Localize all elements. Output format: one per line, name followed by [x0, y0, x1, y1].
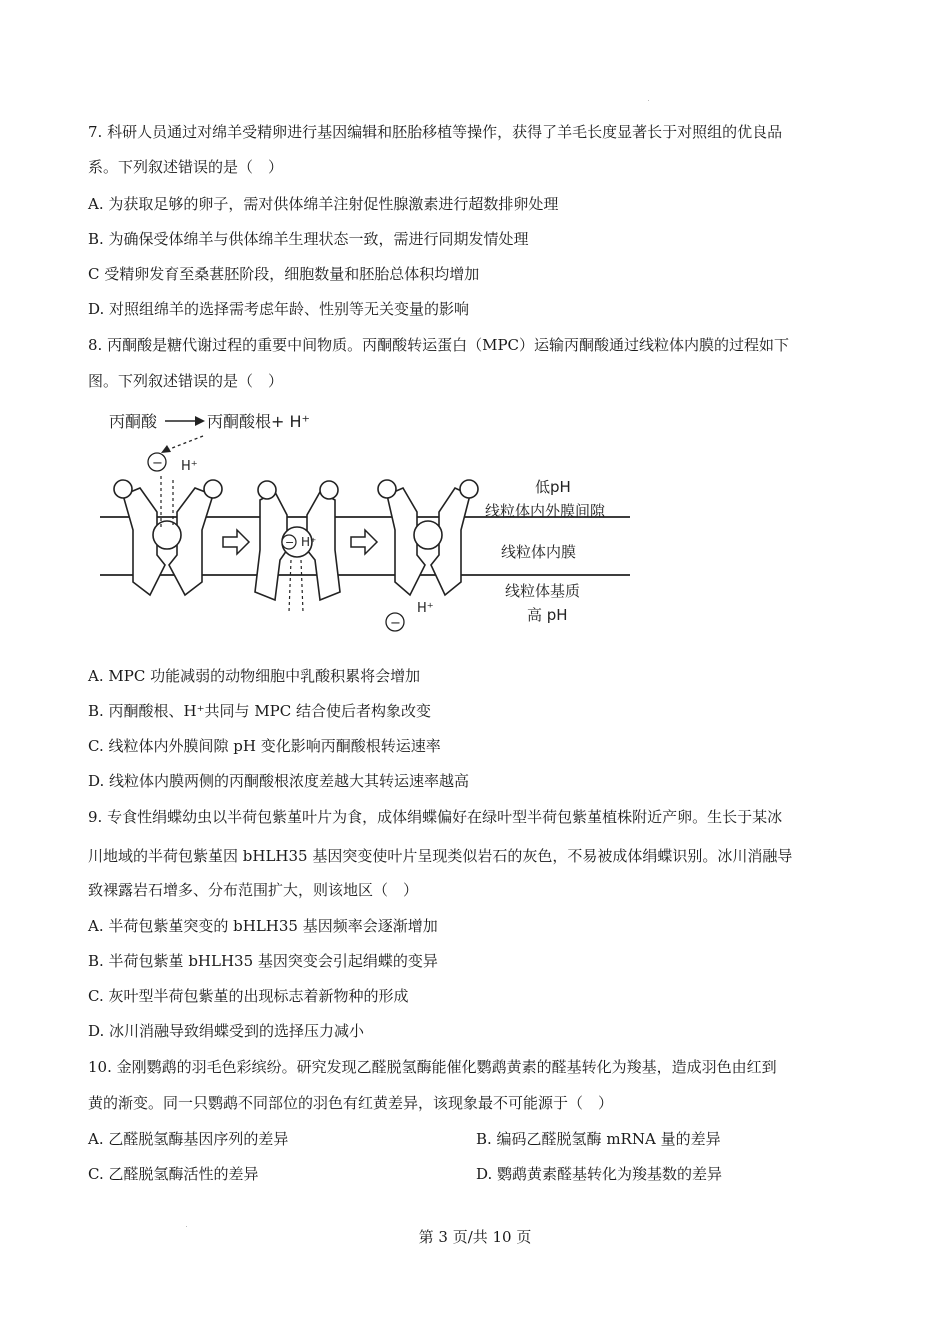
- q9-option-a: A. 半荷包紫堇突变的 bHLH35 基因频率会逐渐增加: [88, 917, 438, 935]
- q7-stem-line1: 7. 科研人员通过对绵羊受精卵进行基因编辑和胚胎移植等操作，获得了羊毛长度显著长于对照组的优良品: [88, 123, 783, 141]
- arrow-head-icon: [161, 445, 171, 453]
- speck: [648, 100, 649, 101]
- q8-stem-line2: 图。下列叙述错误的是（ ）: [88, 372, 284, 390]
- q10-option-a: A. 乙醛脱氢酶基因序列的差异: [88, 1130, 289, 1148]
- q7-stem-line2: 系。下列叙述错误的是（ ）: [88, 158, 284, 176]
- h-plus-label-bottom: H⁺: [417, 601, 434, 616]
- mpc-protein-state-2: [255, 481, 340, 600]
- q8-option-a: A. MPC 功能减弱的动物细胞中乳酸积累将会增加: [88, 667, 421, 685]
- q7-option-c: C 受精卵发育至桑葚胚阶段，细胞数量和胚胎总体积均增加: [88, 265, 480, 283]
- dashed-exit-arrows-icon: [289, 560, 303, 612]
- low-ph-label: 低pH: [535, 478, 571, 496]
- page-number: 第 3 页/共 10 页: [418, 1228, 532, 1246]
- minus-sign-bound: −: [285, 536, 295, 549]
- q9-stem-line3: 致裸露岩石增多、分布范围扩大，则该地区（ ）: [88, 881, 419, 899]
- q9-stem-line1: 9. 专食性绢蝶幼虫以半荷包紫堇叶片为食，成体绢蝶偏好在绿叶型半荷包紫堇植株附近产卵。生长于某冰: [88, 808, 783, 826]
- h-plus-label-top: H⁺: [181, 459, 198, 474]
- q8-option-b: B. 丙酮酸根、H⁺共同与 MPC 结合使后者构象改变: [88, 702, 432, 720]
- q7-option-b: B. 为确保受体绵羊与供体绵羊生理状态一致，需进行同期发情处理: [88, 230, 529, 248]
- minus-sign: −: [152, 456, 163, 471]
- matrix-label: 线粒体基质: [505, 582, 581, 600]
- block-arrow-icon-2: [351, 530, 377, 554]
- q7-option-d: D. 对照组绵羊的选择需考虑年龄、性别等无关变量的影响: [88, 300, 470, 318]
- q10-option-b: B. 编码乙醛脱氢酶 mRNA 量的差异: [476, 1130, 721, 1148]
- reaction-arrow-icon: [165, 416, 205, 426]
- q10-stem-line2: 黄的渐变。同一只鹦鹉不同部位的羽色有红黄差异，该现象最不可能源于（ ）: [88, 1094, 614, 1112]
- h-plus-label-bound: H⁺: [301, 535, 317, 549]
- q7-option-a: A. 为获取足够的卵子，需对供体绵羊注射促性腺激素进行超数排卵处理: [88, 195, 559, 213]
- q10-option-c: C. 乙醛脱氢酶活性的差异: [88, 1165, 259, 1183]
- q8-option-c: C. 线粒体内外膜间隙 pH 变化影响丙酮酸根转运速率: [88, 737, 441, 755]
- dashed-arrow-icon: [167, 436, 203, 450]
- mpc-protein-state-3: [378, 480, 478, 595]
- reaction-pyruvate-ion-label: 丙酮酸根+ H⁺: [207, 412, 310, 431]
- reaction-pyruvate-label: 丙酮酸: [109, 412, 158, 431]
- q8-option-d: D. 线粒体内膜两侧的丙酮酸根浓度差越大其转运速率越高: [88, 772, 470, 790]
- q9-stem-line2: 川地域的半荷包紫堇因 bHLH35 基因突变使叶片呈现类似岩石的灰色，不易被成体绢蝶识别。冰川消融导: [88, 847, 793, 865]
- q10-stem-line1: 10. 金刚鹦鹉的羽毛色彩缤纷。研究发现乙醛脱氢酶能催化鹦鹉黄素的醛基转化为羧基，造成羽色由红到: [88, 1058, 777, 1076]
- mpc-transport-diagram: [95, 400, 635, 645]
- q9-option-d: D. 冰川消融导致绢蝶受到的选择压力减小: [88, 1022, 365, 1040]
- q9-option-c: C. 灰叶型半荷包紫堇的出现标志着新物种的形成: [88, 987, 409, 1005]
- mpc-protein-state-1: [114, 480, 222, 595]
- q9-option-b: B. 半荷包紫堇 bHLH35 基因突变会引起绢蝶的变异: [88, 952, 438, 970]
- q8-stem-line1: 8. 丙酮酸是糖代谢过程的重要中间物质。丙酮酸转运蛋白（MPC）运输丙酮酸通过线粒体内膜的过程如下: [88, 336, 790, 354]
- high-ph-label: 高 pH: [527, 606, 568, 624]
- q10-option-d: D. 鹦鹉黄素醛基转化为羧基数的差异: [476, 1165, 723, 1183]
- inner-membrane-label: 线粒体内膜: [501, 543, 577, 561]
- intermembrane-space-label: 线粒体内外膜间隙: [485, 502, 606, 520]
- minus-sign-released: −: [390, 616, 401, 631]
- block-arrow-icon: [223, 530, 249, 554]
